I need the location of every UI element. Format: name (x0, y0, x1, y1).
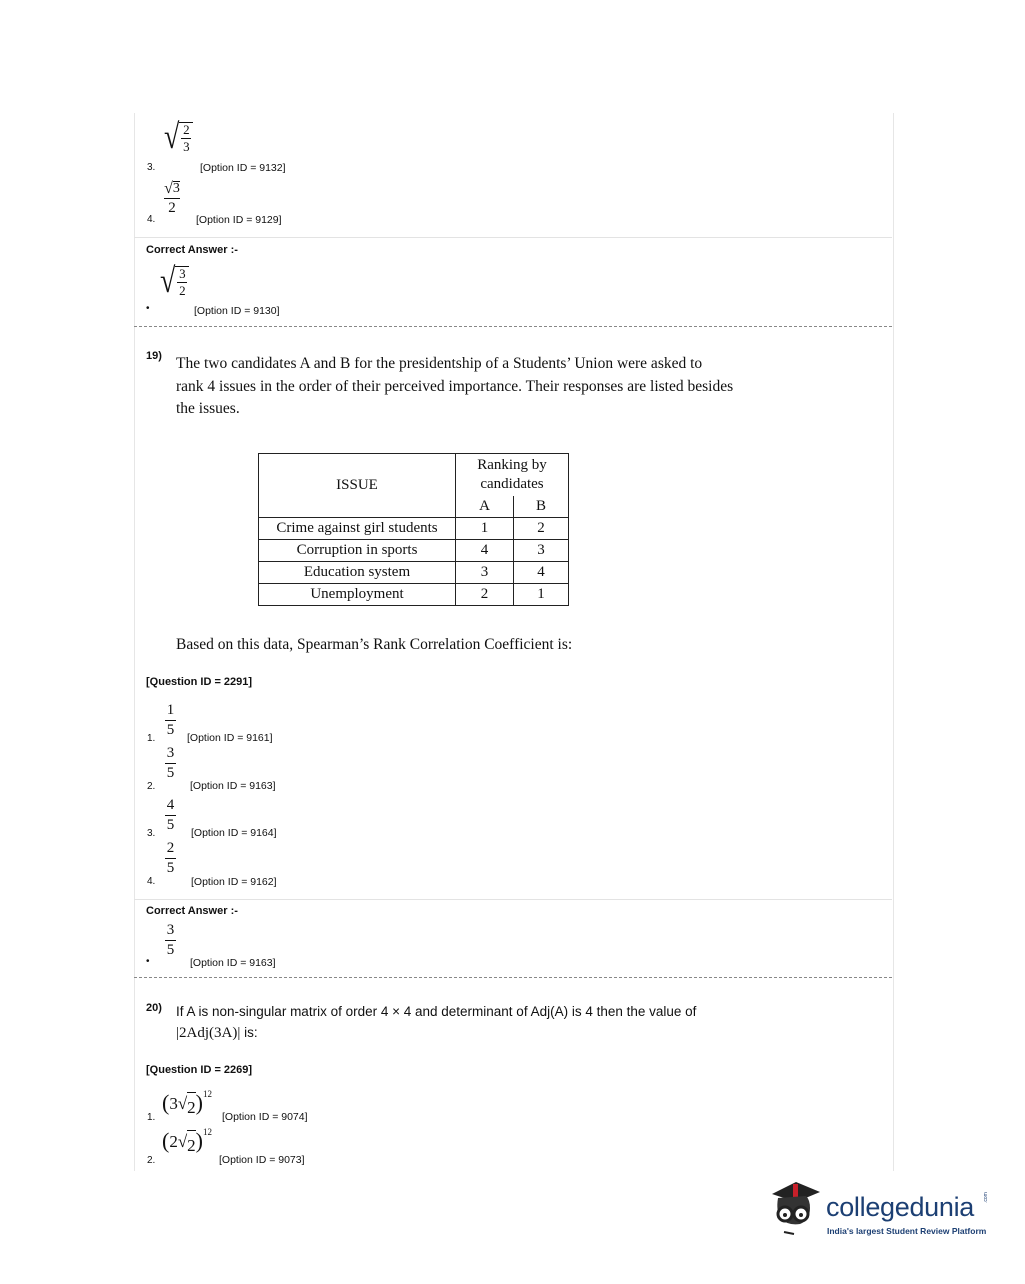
fraction: 3 5 (166, 922, 175, 958)
option-number: 1. (147, 1112, 156, 1123)
correct-answer-label: Correct Answer :- (146, 244, 238, 256)
option-id: [Option ID = 9164] (191, 827, 277, 839)
sqrt-fraction: √ 3 2 (160, 266, 189, 298)
power-expression: ( 2 √ 2 ) 12 (162, 1126, 212, 1161)
issue-header: ISSUE (259, 454, 456, 518)
fraction: 2 5 (166, 840, 175, 876)
table-row (259, 540, 569, 562)
option-id: [Option ID = 9073] (219, 1154, 305, 1166)
bullet: • (146, 956, 150, 967)
option-id: [Option ID = 9161] (187, 732, 273, 744)
divider (134, 237, 892, 238)
option-number: 4. (147, 876, 156, 887)
question-number: 19) (146, 350, 162, 362)
fraction: 1 5 (166, 702, 175, 738)
power-expression: ( 3 √ 2 ) 12 (162, 1088, 212, 1123)
brand-name: collegedunia (826, 1192, 975, 1222)
ranking-table (258, 453, 569, 606)
correct-answer-label: Correct Answer :- (146, 905, 238, 917)
issue-cell: Crime against girl students (259, 518, 456, 540)
option-id: [Option ID = 9130] (194, 305, 280, 317)
option-number: 2. (147, 1155, 156, 1166)
option-id: [Option ID = 9163] (190, 957, 276, 969)
option-id: [Option ID = 9132] (200, 162, 286, 174)
rank-a-cell: 1 (456, 518, 514, 540)
brand-dotcom: .com (983, 1192, 989, 1203)
rank-b-cell: 3 (514, 540, 569, 562)
question-text: The two candidates A and B for the presidentship of a Students’ Union were asked to rank 4 issues in the order of their perceived importance. Their responses are listed besides the issues. (176, 355, 734, 417)
rank-b-cell: 2 (514, 518, 569, 540)
ranking-header: Ranking by candidates (456, 454, 569, 497)
option-id: [Option ID = 9163] (190, 780, 276, 792)
option-number: 4. (147, 214, 156, 225)
sqrt-fraction: √ 2 3 (164, 122, 193, 154)
rank-b-cell: 1 (514, 584, 569, 606)
question-id: [Question ID = 2291] (146, 676, 253, 688)
question-separator (134, 977, 892, 978)
rank-a-cell: 2 (456, 584, 514, 606)
table-row (259, 584, 569, 606)
table-header-row (259, 454, 569, 497)
fraction: 4 5 (166, 797, 175, 833)
option-id: [Option ID = 9129] (196, 214, 282, 226)
col-a-header: A (456, 496, 514, 518)
issue-cell: Corruption in sports (259, 540, 456, 562)
collegedunia-mascot-icon (766, 1180, 822, 1242)
rank-b-cell: 4 (514, 562, 569, 584)
fraction: 3 5 (166, 745, 175, 781)
brand-tagline: India's largest Student Review Platform (827, 1226, 987, 1236)
bullet: • (146, 303, 150, 314)
fraction: √ 3 2 (164, 180, 180, 216)
rank-a-cell: 4 (456, 540, 514, 562)
table-row (259, 518, 569, 540)
question-prompt: Based on this data, Spearman’s Rank Correlation Coefficient is: (176, 636, 573, 653)
question-text: If A is non-singular matrix of order 4 × 4 and determinant of Adj(A) is 4 then the value of (176, 1004, 697, 1019)
rank-a-cell: 3 (456, 562, 514, 584)
issue-cell: Education system (259, 562, 456, 584)
question-text-line2 (176, 1025, 258, 1042)
option-id: [Option ID = 9162] (191, 876, 277, 888)
question-separator (134, 326, 892, 327)
question-id: [Question ID = 2269] (146, 1064, 253, 1076)
col-b-header: B (514, 496, 569, 518)
option-id: [Option ID = 9074] (222, 1111, 308, 1123)
question-number: 20) (146, 1002, 162, 1014)
option-number: 3. (147, 828, 156, 839)
option-number: 3. (147, 162, 156, 173)
option-number: 2. (147, 781, 156, 792)
question-text-tail: is: (240, 1025, 258, 1040)
option-number: 1. (147, 733, 156, 744)
determinant-expression: |2Adj(3A)| (176, 1025, 241, 1041)
table-row (259, 562, 569, 584)
divider (134, 899, 892, 900)
issue-cell: Unemployment (259, 584, 456, 606)
